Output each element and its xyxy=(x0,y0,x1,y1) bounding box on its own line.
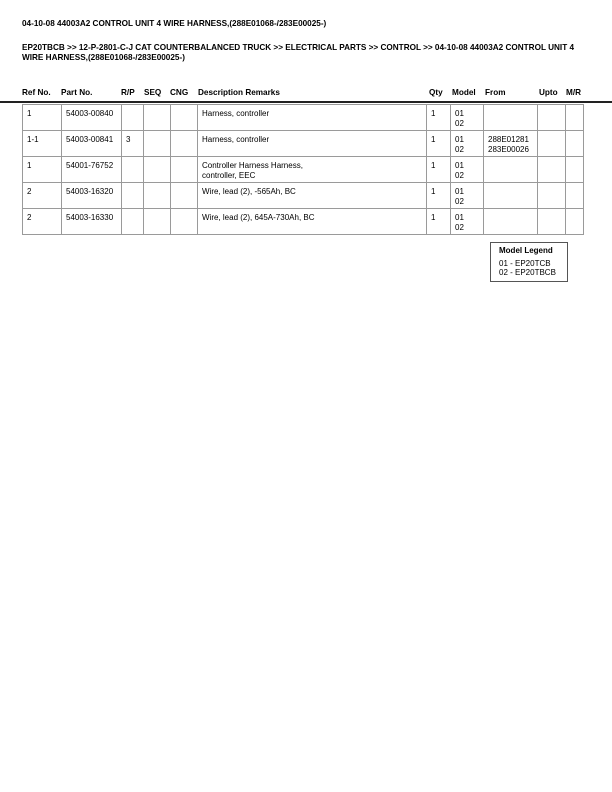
col-ref-no: Ref No. xyxy=(22,88,51,97)
table-row xyxy=(23,183,584,209)
page-title: 04-10-08 44003A2 CONTROL UNIT 4 WIRE HARNESS,(288E01068-/283E00025-) xyxy=(22,19,327,28)
part-no: 54001-76752 xyxy=(62,157,122,183)
ref-no: 2 xyxy=(23,183,62,209)
rp xyxy=(122,183,144,209)
description: Harness, controller xyxy=(198,105,427,131)
description: Harness, controller xyxy=(198,131,427,157)
seq xyxy=(144,209,171,235)
col-qty: Qty xyxy=(429,88,443,97)
description: Controller Harness Harness, controller, EEC xyxy=(198,157,427,183)
table-row xyxy=(23,131,584,157)
table-row xyxy=(23,105,584,131)
upto xyxy=(538,131,566,157)
ref-no: 2 xyxy=(23,209,62,235)
upto xyxy=(538,105,566,131)
breadcrumb: EP20TBCB >> 12-P-2801-C-J CAT COUNTERBALANCED TRUCK >> ELECTRICAL PARTS >> CONTROL >> 04-10-08 44003A2 CONTROL UNIT 4 WIRE HARNESS,(288E01068-/283E00025-) xyxy=(22,43,575,62)
legend-item: 01 - EP20TCB xyxy=(499,259,551,268)
seq xyxy=(144,105,171,131)
col-cng: CNG xyxy=(170,88,189,97)
seq xyxy=(144,183,171,209)
model: 01 02 xyxy=(451,105,484,131)
model: 01 02 xyxy=(451,157,484,183)
col-part-no: Part No. xyxy=(61,88,93,97)
ref-no: 1-1 xyxy=(23,131,62,157)
cng xyxy=(171,183,198,209)
cng xyxy=(171,131,198,157)
model: 01 02 xyxy=(451,209,484,235)
qty: 1 xyxy=(427,209,451,235)
qty: 1 xyxy=(427,183,451,209)
header-divider xyxy=(0,101,612,103)
qty: 1 xyxy=(427,131,451,157)
rp xyxy=(122,105,144,131)
mr xyxy=(566,131,584,157)
ref-no: 1 xyxy=(23,105,62,131)
mr xyxy=(566,209,584,235)
cng xyxy=(171,209,198,235)
part-no: 54003-00840 xyxy=(62,105,122,131)
table-header xyxy=(0,88,612,100)
col-description: Description Remarks xyxy=(198,88,280,97)
rp xyxy=(122,209,144,235)
rp xyxy=(122,157,144,183)
from xyxy=(484,183,538,209)
model-legend xyxy=(490,242,568,282)
mr xyxy=(566,105,584,131)
col-from: From xyxy=(485,88,506,97)
description: Wire, lead (2), -565Ah, BC xyxy=(198,183,427,209)
seq xyxy=(144,131,171,157)
from: 288E01281 283E00026 xyxy=(484,131,538,157)
table-row xyxy=(23,209,584,235)
description: Wire, lead (2), 645A-730Ah, BC xyxy=(198,209,427,235)
cng xyxy=(171,157,198,183)
seq xyxy=(144,157,171,183)
upto xyxy=(538,157,566,183)
legend-item: 02 - EP20TBCB xyxy=(499,268,556,277)
legend-title: Model Legend xyxy=(499,246,553,255)
qty: 1 xyxy=(427,157,451,183)
col-model: Model xyxy=(452,88,476,97)
from xyxy=(484,209,538,235)
col-rp: R/P xyxy=(121,88,135,97)
mr xyxy=(566,183,584,209)
cng xyxy=(171,105,198,131)
col-seq: SEQ xyxy=(144,88,162,97)
model: 01 02 xyxy=(451,183,484,209)
from xyxy=(484,105,538,131)
part-no: 54003-00841 xyxy=(62,131,122,157)
upto xyxy=(538,183,566,209)
table-row xyxy=(23,157,584,183)
model: 01 02 xyxy=(451,131,484,157)
col-mr: M/R xyxy=(566,88,582,97)
part-no: 54003-16320 xyxy=(62,183,122,209)
ref-no: 1 xyxy=(23,157,62,183)
parts-table xyxy=(22,104,584,235)
from xyxy=(484,157,538,183)
qty: 1 xyxy=(427,105,451,131)
col-upto: Upto xyxy=(539,88,558,97)
part-no: 54003-16330 xyxy=(62,209,122,235)
mr xyxy=(566,157,584,183)
rp: 3 xyxy=(122,131,144,157)
upto xyxy=(538,209,566,235)
